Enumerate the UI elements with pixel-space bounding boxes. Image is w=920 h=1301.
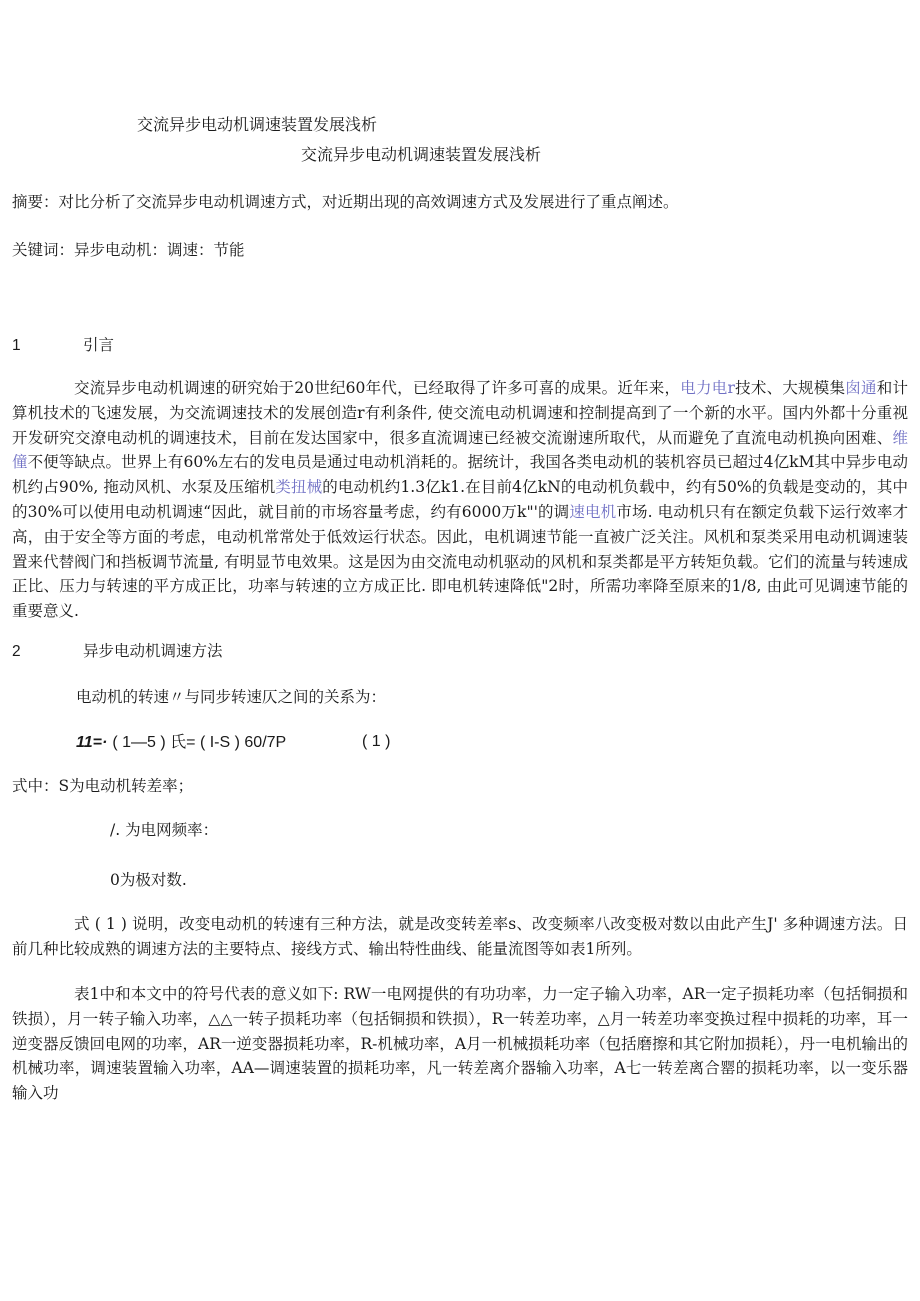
document-title-centered: 交流异步电动机调速装置发展浅析 — [301, 145, 542, 164]
keywords: 关键词：异步电动机：调速：节能 — [12, 241, 245, 259]
paragraph-symbols: 表1中和本文中的符号代表的意义如下: RW一电网提供的有功功率，力一定子输入功率，AR一定子损耗功率（包括铜损和铁损），月一转子输入功率，△△一转子损耗功率（包括铜损和铁损），R一转差功率，△月一转差功率变换过程中损耗的功率，耳一逆变器反馈回电网的功率，AR一逆变器损耗功率，R-机械功率，A月一机械损耗功率（包括磨擦和其它附加损耗），丹一电机输出的机械功率，调速装置输入功率，AA—调速装置的损耗功率，凡一转差离介器输入功率，A七一转差离合罂的损耗功率，以一变乐器输入功 — [12, 985, 908, 1103]
link-maintenance[interactable]: 维僮 — [12, 428, 908, 472]
section-2-title: 异步电动机调速方法 — [83, 642, 223, 660]
document-title-top: 交流异步电动机调速装置发展浅析 — [137, 115, 378, 134]
where-slip: 式中：S为电动机转差率； — [12, 777, 194, 795]
link-power-electronics[interactable]: 电力电r — [680, 379, 735, 397]
paragraph-introduction: 交流异步电动机调速的研究始于20世纪60年代，已经取得了许多可喜的成果。近年来，电力电r技术、大规模集囱通和计算机技术的飞速发展，为交流调速技术的发展创造r有利条件, 使交流电动机调速和控制提高到了一个新的水平。国内外都十分重视开发研究交潦电动机的调速技术，目前在发达国家中，很多直流调速已经被交流谢速所取代，从而避免了直流电动机换向困难、维僮不便等缺点。世界上有60%左右的发电员是通过电动机消耗的。据统计，我国各类电动机的装机容员已超过4亿kM其中异步电动机约占90%, 拖动风机、水泵及压缩机类扭械的电动机约1.3亿k1.在目前4亿kN的电动机负载中，约有50%的负载是变动的，其中的30%可以使用电动机调速“因此，就目前的市场容量考虑，约有6000万k"'的调速电机市场. 电动机只有在额定负载下运行效率才高，由于安全等方面的考虑，电动机常常处于低效运行状态。因此，电机调速节能一直被广泛关注。风机和泵类采用电动机调速装置来代替阀门和挡板调节流量, 有明显节电效果。这是因为由交流电动机驱动的风机和泵类都是平方转矩负载。它们的流量与转速成正比、压力与转速的平方成正比，功率与转速的立方成正比. 即电机转速降低"2时，所需功率降至原来的1/8, 由此可见调速节能的重要意义. — [12, 379, 908, 621]
section-2-number: 2 — [12, 643, 21, 660]
link-speed-motor[interactable]: 速电机 — [569, 502, 617, 521]
abstract: 摘要：对比分析了交流异步电动机调速方式，对近期出现的高效调速方式及发展进行了重点阐述。 — [12, 193, 679, 211]
where-frequency: /. 为电网频率： — [110, 821, 219, 839]
where-poles: 0为极对数. — [110, 871, 187, 889]
paragraph-speed-relation: 电动机的转速〃与同步转速仄之间的关系为： — [76, 688, 387, 706]
equation-1-number: ( 1 ) — [362, 733, 391, 750]
paragraph-methods: 式 ( 1 ) 说明，改变电动机的转速有三种方法，就是改变转差率s、改变频率八改变极对数以由此产生J' 多种调速方法。日前几种比较成熟的调速方法的主要特点、接线方式、输出特性曲线、能量流图等如表1所列。 — [12, 915, 908, 958]
link-machinery[interactable]: 类扭械 — [275, 478, 323, 497]
equation-1: 11=· ( 1—5 ) 氏= ( I-S ) 60/7P — [76, 734, 287, 751]
section-1-title: 引言 — [83, 336, 115, 354]
section-1-number: 1 — [12, 337, 21, 354]
link-circuits[interactable]: 囱通 — [845, 379, 877, 397]
